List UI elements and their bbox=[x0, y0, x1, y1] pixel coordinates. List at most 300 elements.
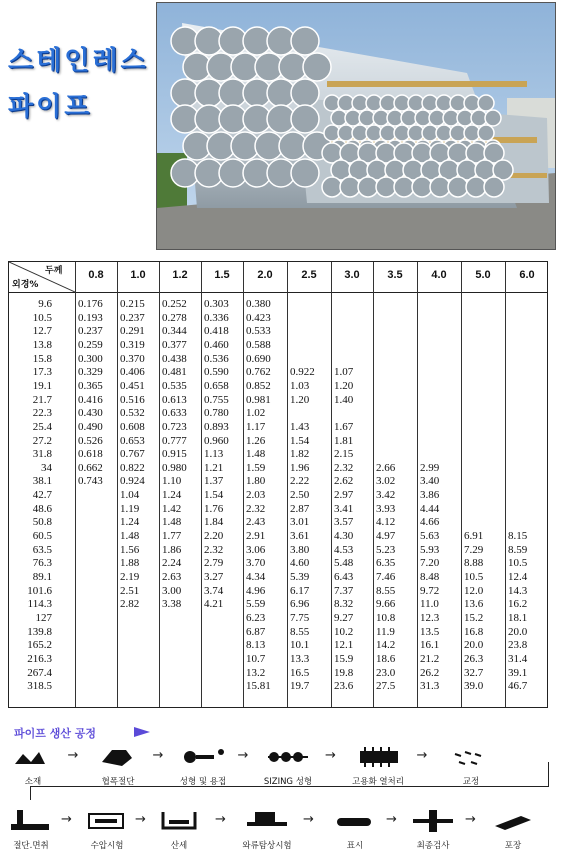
weight-cell: 0.743 bbox=[78, 475, 103, 488]
weight-cell: 1.42 bbox=[162, 502, 182, 515]
weight-cell: 13.5 bbox=[420, 625, 440, 638]
outer-diameter-cell: 13.8 bbox=[32, 338, 52, 351]
flow-arrow-icon: → bbox=[152, 748, 164, 763]
thickness-header: 6.0 bbox=[519, 269, 535, 281]
weight-cell: 31.3 bbox=[420, 680, 440, 693]
weight-cell: 0.336 bbox=[204, 311, 229, 324]
weight-cell: 6.17 bbox=[290, 584, 310, 597]
weight-cell: 3.00 bbox=[162, 584, 182, 597]
weight-cell: 1.37 bbox=[204, 475, 224, 488]
table-row bbox=[9, 585, 547, 597]
outer-diameter-cell: 10.5 bbox=[32, 311, 52, 324]
weight-cell: 0.536 bbox=[204, 352, 229, 365]
weight-cell: 1.54 bbox=[290, 434, 310, 447]
weight-cell: 12.1 bbox=[334, 639, 354, 652]
process-step-label: 성형 및 용접 bbox=[179, 777, 227, 787]
weight-cell: 10.2 bbox=[334, 625, 354, 638]
weight-cell: 0.329 bbox=[78, 366, 103, 379]
weight-cell: 11.0 bbox=[420, 598, 439, 611]
flow-arrow-icon: → bbox=[135, 812, 146, 827]
weight-cell: 10.5 bbox=[464, 571, 484, 583]
pipe-end bbox=[340, 177, 360, 197]
process-step-label: 와류탐상시험 bbox=[242, 841, 292, 851]
pipe-end bbox=[303, 53, 331, 81]
weight-cell: 8.32 bbox=[334, 598, 354, 611]
flow-arrow-icon: → bbox=[237, 748, 249, 763]
table-row bbox=[9, 312, 547, 324]
pipe-end bbox=[358, 177, 378, 197]
weight-cell: 2.20 bbox=[204, 530, 224, 543]
weight-cell: 3.02 bbox=[376, 475, 396, 488]
weight-cell: 0.590 bbox=[204, 366, 229, 379]
weight-cell: 0.588 bbox=[246, 338, 271, 351]
flow-arrow-icon: → bbox=[215, 812, 226, 827]
process-step-label: 수압시험 bbox=[90, 841, 124, 851]
weight-cell: 0.370 bbox=[120, 352, 145, 365]
weight-cell: 5.48 bbox=[334, 557, 354, 570]
weight-cell: 31.4 bbox=[508, 652, 528, 665]
weight-cell: 10.1 bbox=[290, 639, 310, 652]
weight-cell: 15.9 bbox=[334, 652, 354, 665]
pickling-icon bbox=[157, 806, 201, 836]
weight-cell: 16.8 bbox=[464, 625, 484, 638]
weight-cell: 39.1 bbox=[508, 666, 528, 679]
weight-cell: 8.48 bbox=[420, 571, 440, 583]
weight-cell: 0.535 bbox=[162, 379, 187, 392]
outer-diameter-cell: 21.7 bbox=[32, 393, 52, 406]
cutting-icon bbox=[9, 806, 53, 836]
weight-cell: 1.77 bbox=[162, 530, 182, 543]
weight-cell: 2.51 bbox=[120, 584, 140, 597]
process-step-label: 고용화 열처리 bbox=[352, 777, 404, 787]
table-row bbox=[9, 544, 547, 556]
table-row bbox=[9, 503, 547, 515]
weight-cell: 2.32 bbox=[334, 461, 354, 474]
weight-cell: 8.15 bbox=[508, 530, 528, 543]
process-step-label: 산세 bbox=[170, 841, 188, 851]
weight-cell: 32.7 bbox=[464, 666, 484, 679]
weight-cell: 0.237 bbox=[78, 325, 103, 338]
weight-cell: 0.237 bbox=[120, 311, 145, 324]
table-row bbox=[9, 325, 547, 337]
weight-cell: 1.56 bbox=[120, 543, 140, 556]
thickness-header: 2.5 bbox=[301, 269, 317, 281]
outer-diameter-cell: 17.3 bbox=[32, 366, 52, 379]
weight-cell: 0.291 bbox=[120, 325, 145, 338]
pipe-end bbox=[430, 177, 450, 197]
weight-cell: 27.5 bbox=[376, 680, 396, 693]
weight-cell: 8.88 bbox=[464, 557, 484, 570]
weight-cell: 16.1 bbox=[420, 639, 440, 652]
weight-cell: 4.12 bbox=[376, 516, 396, 529]
weight-cell: 2.03 bbox=[246, 489, 266, 502]
weight-cell: 1.76 bbox=[204, 502, 224, 515]
hydro-test-icon bbox=[85, 806, 129, 836]
table-row bbox=[9, 557, 547, 569]
table-header bbox=[9, 262, 547, 293]
thickness-header: 4.0 bbox=[431, 269, 447, 281]
weight-cell: 3.01 bbox=[290, 516, 310, 529]
weight-cell: 0.662 bbox=[78, 461, 103, 474]
outer-diameter-cell: 50.8 bbox=[32, 516, 52, 529]
weight-cell: 3.57 bbox=[334, 516, 354, 529]
row-connector-drop bbox=[30, 786, 31, 800]
weight-cell: 1.20 bbox=[290, 393, 310, 406]
table-row bbox=[9, 598, 547, 610]
outer-diameter-cell: 101.6 bbox=[27, 584, 52, 597]
weight-cell: 0.981 bbox=[246, 393, 271, 406]
outer-diameter-cell: 165.2 bbox=[27, 639, 52, 652]
weight-cell: 11.9 bbox=[376, 625, 395, 638]
weight-cell: 8.59 bbox=[508, 543, 528, 556]
weight-cell: 3.41 bbox=[334, 502, 354, 515]
outer-diameter-cell: 48.6 bbox=[32, 502, 52, 515]
weight-cell: 26.2 bbox=[420, 666, 440, 679]
weight-cell: 9.72 bbox=[420, 584, 440, 597]
pipe-end bbox=[394, 177, 414, 197]
table-row bbox=[9, 462, 547, 474]
weight-cell: 0.406 bbox=[120, 366, 145, 379]
table-row bbox=[9, 653, 547, 665]
weight-cell: 4.44 bbox=[420, 502, 440, 515]
weight-cell: 1.40 bbox=[334, 393, 354, 406]
weight-cell: 0.460 bbox=[204, 338, 229, 351]
pipe-end bbox=[291, 159, 319, 187]
weight-cell: 6.91 bbox=[464, 530, 484, 543]
weight-cell: 1.54 bbox=[204, 489, 224, 502]
outer-diameter-cell: 34 bbox=[41, 461, 52, 474]
weight-cell: 3.40 bbox=[420, 475, 440, 488]
pipe-end bbox=[322, 177, 342, 197]
process-step-label: 교정 bbox=[462, 777, 480, 787]
weight-cell: 2.99 bbox=[420, 461, 440, 474]
outer-diameter-cell: 15.8 bbox=[32, 352, 52, 365]
weight-cell: 39.0 bbox=[464, 680, 484, 693]
thickness-header: 0.8 bbox=[88, 269, 104, 281]
weight-cell: 0.960 bbox=[204, 434, 229, 447]
outer-diameter-cell: 22.3 bbox=[32, 407, 52, 420]
weight-cell: 26.3 bbox=[464, 652, 484, 665]
weight-cell: 20.0 bbox=[464, 639, 484, 652]
weight-cell: 0.365 bbox=[78, 379, 103, 392]
weight-cell: 0.516 bbox=[120, 393, 145, 406]
process-step bbox=[224, 806, 310, 851]
weight-cell: 1.48 bbox=[246, 448, 266, 461]
weight-cell: 19.7 bbox=[290, 680, 310, 693]
weight-cell: 8.13 bbox=[246, 639, 266, 652]
weight-cell: 4.60 bbox=[290, 557, 310, 570]
weight-cell: 0.423 bbox=[246, 311, 271, 324]
table-row bbox=[9, 407, 547, 419]
weight-cell: 0.755 bbox=[204, 393, 229, 406]
flow-arrow-icon: → bbox=[386, 812, 397, 827]
flow-arrow-icon: → bbox=[67, 748, 79, 763]
weight-cell: 4.30 bbox=[334, 530, 354, 543]
table-row bbox=[9, 421, 547, 433]
weight-cell: 0.653 bbox=[120, 434, 145, 447]
eddy-current-icon bbox=[245, 806, 289, 836]
weight-cell: 5.59 bbox=[246, 598, 266, 611]
weight-cell: 0.915 bbox=[162, 448, 187, 461]
pipe-end bbox=[412, 177, 432, 197]
weight-cell: 1.67 bbox=[334, 420, 354, 433]
weight-cell: 5.39 bbox=[290, 571, 310, 583]
table-row bbox=[9, 489, 547, 501]
weight-cell: 1.86 bbox=[162, 543, 182, 556]
weight-cell: 2.66 bbox=[376, 461, 396, 474]
pipe-end bbox=[291, 27, 319, 55]
weight-cell: 4.97 bbox=[376, 530, 396, 543]
weight-cell: 2.15 bbox=[334, 448, 354, 461]
weight-cell: 18.6 bbox=[376, 652, 396, 665]
weight-cell: 1.13 bbox=[204, 448, 224, 461]
process-step-label: 최종검사 bbox=[416, 841, 450, 851]
table-row bbox=[9, 380, 547, 392]
weight-cell: 21.2 bbox=[420, 652, 440, 665]
weight-cell: 6.35 bbox=[376, 557, 396, 570]
outer-diameter-cell: 9.6 bbox=[38, 298, 52, 310]
weight-cell: 3.86 bbox=[420, 489, 440, 502]
weight-cell: 6.23 bbox=[246, 611, 266, 624]
weight-cell: 4.21 bbox=[204, 598, 224, 611]
outer-diameter-cell: 127 bbox=[35, 611, 52, 624]
weight-cell: 1.43 bbox=[290, 420, 310, 433]
pipe-end bbox=[448, 177, 468, 197]
weight-cell: 0.777 bbox=[162, 434, 187, 447]
process-step-label: 절단.면취 bbox=[13, 841, 49, 851]
packing-icon bbox=[491, 806, 535, 836]
weight-cell: 0.259 bbox=[78, 338, 103, 351]
weight-cell: 16.5 bbox=[290, 666, 310, 679]
inspection-icon bbox=[411, 806, 455, 836]
weight-cell: 23.8 bbox=[508, 639, 528, 652]
weight-cell: 0.418 bbox=[204, 325, 229, 338]
weight-cell: 1.07 bbox=[334, 366, 354, 379]
outer-diameter-cell: 38.1 bbox=[32, 475, 52, 488]
weight-cell: 2.32 bbox=[204, 543, 224, 556]
outer-diameter-corner-label: 외경% bbox=[12, 280, 39, 290]
outer-diameter-cell: 60.5 bbox=[32, 530, 52, 543]
weight-cell: 10.8 bbox=[376, 611, 396, 624]
weight-cell: 1.04 bbox=[120, 489, 140, 502]
weight-cell: 0.430 bbox=[78, 407, 103, 420]
thickness-header: 3.5 bbox=[387, 269, 403, 281]
weight-cell: 12.3 bbox=[420, 611, 440, 624]
marking-icon bbox=[333, 806, 377, 836]
table-row bbox=[9, 394, 547, 406]
weight-cell: 4.34 bbox=[246, 571, 266, 583]
table-row bbox=[9, 298, 547, 310]
weight-cell: 7.46 bbox=[376, 571, 396, 583]
pipe-end bbox=[466, 177, 486, 197]
pipe-end bbox=[484, 177, 504, 197]
outer-diameter-cell: 114.3 bbox=[27, 598, 52, 611]
weight-cell: 2.97 bbox=[334, 489, 354, 502]
weight-cell: 12.4 bbox=[508, 571, 528, 583]
weight-cell: 1.24 bbox=[162, 489, 182, 502]
table-row bbox=[9, 612, 547, 624]
weight-cell: 4.53 bbox=[334, 543, 354, 556]
weight-cell: 1.80 bbox=[246, 475, 266, 488]
weight-cell: 7.75 bbox=[290, 611, 310, 624]
weight-cell: 1.24 bbox=[120, 516, 140, 529]
weight-cell: 7.29 bbox=[464, 543, 484, 556]
thickness-header: 1.5 bbox=[214, 269, 230, 281]
table-row bbox=[9, 626, 547, 638]
outer-diameter-cell: 216.3 bbox=[27, 652, 52, 665]
weight-cell: 3.70 bbox=[246, 557, 266, 570]
weight-cell: 2.50 bbox=[290, 489, 310, 502]
weight-cell: 15.81 bbox=[246, 680, 271, 693]
weight-cell: 0.613 bbox=[162, 393, 187, 406]
weight-cell: 3.93 bbox=[376, 502, 396, 515]
weight-cell: 0.780 bbox=[204, 407, 229, 420]
weight-cell: 14.3 bbox=[508, 584, 528, 597]
pipe-end bbox=[291, 105, 319, 133]
pipe-weight-table bbox=[8, 261, 548, 708]
table-row bbox=[9, 448, 547, 460]
row-connector bbox=[30, 762, 549, 787]
pipe-end bbox=[485, 110, 501, 126]
outer-diameter-cell: 12.7 bbox=[32, 325, 52, 338]
weight-cell: 0.377 bbox=[162, 338, 187, 351]
weight-cell: 2.62 bbox=[334, 475, 354, 488]
weight-cell: 0.658 bbox=[204, 379, 229, 392]
table-row bbox=[9, 353, 547, 365]
weight-cell: 0.922 bbox=[290, 366, 315, 379]
weight-cell: 1.17 bbox=[246, 420, 266, 433]
weight-cell: 1.84 bbox=[204, 516, 224, 529]
outer-diameter-cell: 139.8 bbox=[27, 625, 52, 638]
thickness-header: 2.0 bbox=[257, 269, 273, 281]
weight-cell: 0.762 bbox=[246, 366, 271, 379]
weight-cell: 0.193 bbox=[78, 311, 103, 324]
process-step-label: 포장 bbox=[504, 841, 522, 851]
weight-cell: 0.723 bbox=[162, 420, 187, 433]
weight-cell: 0.490 bbox=[78, 420, 103, 433]
outer-diameter-cell: 76.3 bbox=[32, 557, 52, 570]
table-row bbox=[9, 475, 547, 487]
weight-cell: 0.924 bbox=[120, 475, 145, 488]
process-step-label: SIZING 성형 bbox=[263, 777, 313, 787]
weight-cell: 46.7 bbox=[508, 680, 528, 693]
page-title-line1: 스테인레스 bbox=[8, 46, 149, 76]
weight-cell: 0.532 bbox=[120, 407, 145, 420]
thickness-header: 3.0 bbox=[344, 269, 360, 281]
weight-cell: 13.2 bbox=[246, 666, 266, 679]
outer-diameter-cell: 25.4 bbox=[32, 420, 52, 433]
table-row bbox=[9, 680, 547, 692]
table-row bbox=[9, 667, 547, 679]
weight-cell: 5.23 bbox=[376, 543, 396, 556]
weight-cell: 0.526 bbox=[78, 434, 103, 447]
weight-cell: 4.96 bbox=[246, 584, 266, 597]
thickness-header: 1.2 bbox=[172, 269, 188, 281]
process-step bbox=[136, 806, 222, 851]
table-row bbox=[9, 639, 547, 651]
weight-cell: 2.79 bbox=[204, 557, 224, 570]
process-title-arrow bbox=[134, 727, 150, 737]
weight-cell: 23.0 bbox=[376, 666, 396, 679]
weight-cell: 0.278 bbox=[162, 311, 187, 324]
pipe-end bbox=[478, 125, 494, 141]
weight-cell: 2.32 bbox=[246, 502, 266, 515]
process-step-label: 표시 bbox=[346, 841, 364, 851]
table-row bbox=[9, 339, 547, 351]
table-row bbox=[9, 516, 547, 528]
weight-cell: 3.27 bbox=[204, 571, 224, 583]
weight-cell: 0.852 bbox=[246, 379, 271, 392]
weight-cell: 7.37 bbox=[334, 584, 354, 597]
weight-cell: 2.91 bbox=[246, 530, 266, 543]
outer-diameter-cell: 63.5 bbox=[32, 543, 52, 556]
pipe-end bbox=[291, 79, 319, 107]
weight-cell: 3.80 bbox=[290, 543, 310, 556]
weight-cell: 3.42 bbox=[376, 489, 396, 502]
weight-cell: 0.822 bbox=[120, 461, 145, 474]
weight-cell: 0.690 bbox=[246, 352, 271, 365]
weight-cell: 6.43 bbox=[334, 571, 354, 583]
flow-arrow-icon: → bbox=[303, 812, 314, 827]
outer-diameter-cell: 89.1 bbox=[32, 571, 52, 583]
weight-cell: 7.20 bbox=[420, 557, 440, 570]
weight-cell: 12.0 bbox=[464, 584, 484, 597]
weight-cell: 1.82 bbox=[290, 448, 310, 461]
thickness-corner-label: 두께 bbox=[45, 266, 63, 276]
outer-diameter-cell: 19.1 bbox=[32, 379, 52, 392]
flow-arrow-icon: → bbox=[325, 748, 336, 763]
process-step bbox=[470, 806, 556, 851]
weight-cell: 13.3 bbox=[290, 652, 310, 665]
process-step-label: 소재 bbox=[24, 777, 42, 787]
weight-cell: 0.633 bbox=[162, 407, 187, 420]
weight-cell: 2.82 bbox=[120, 598, 140, 611]
weight-cell: 13.6 bbox=[464, 598, 484, 611]
process-title: 파이프 생산 공정 bbox=[14, 727, 97, 740]
weight-cell: 8.55 bbox=[376, 584, 396, 597]
weight-cell: 18.1 bbox=[508, 611, 528, 624]
weight-cell: 0.416 bbox=[78, 393, 103, 406]
weight-cell: 2.19 bbox=[120, 571, 140, 583]
weight-cell: 14.2 bbox=[376, 639, 396, 652]
weight-cell: 19.8 bbox=[334, 666, 354, 679]
outer-diameter-cell: 27.2 bbox=[32, 434, 52, 447]
weight-cell: 1.48 bbox=[120, 530, 140, 543]
weight-cell: 15.2 bbox=[464, 611, 484, 624]
flow-arrow-icon: → bbox=[416, 748, 428, 763]
weight-cell: 10.5 bbox=[508, 557, 528, 570]
weight-cell: 6.87 bbox=[246, 625, 266, 638]
page-title-line2: 파이프 bbox=[8, 92, 93, 122]
weight-cell: 0.215 bbox=[120, 298, 145, 310]
weight-cell: 2.43 bbox=[246, 516, 266, 529]
thickness-header: 1.0 bbox=[130, 269, 146, 281]
weight-cell: 6.96 bbox=[290, 598, 310, 611]
weight-cell: 20.0 bbox=[508, 625, 528, 638]
flow-arrow-icon: → bbox=[61, 812, 72, 827]
weight-cell: 2.24 bbox=[162, 557, 182, 570]
weight-cell: 1.96 bbox=[290, 461, 310, 474]
weight-cell: 0.893 bbox=[204, 420, 229, 433]
weight-cell: 16.2 bbox=[508, 598, 528, 611]
weight-cell: 2.63 bbox=[162, 571, 182, 583]
weight-cell: 8.55 bbox=[290, 625, 310, 638]
weight-cell: 1.21 bbox=[204, 461, 224, 474]
weight-cell: 0.252 bbox=[162, 298, 187, 310]
weight-cell: 1.20 bbox=[334, 379, 354, 392]
pipe-end bbox=[376, 177, 396, 197]
weight-cell: 1.88 bbox=[120, 557, 140, 570]
